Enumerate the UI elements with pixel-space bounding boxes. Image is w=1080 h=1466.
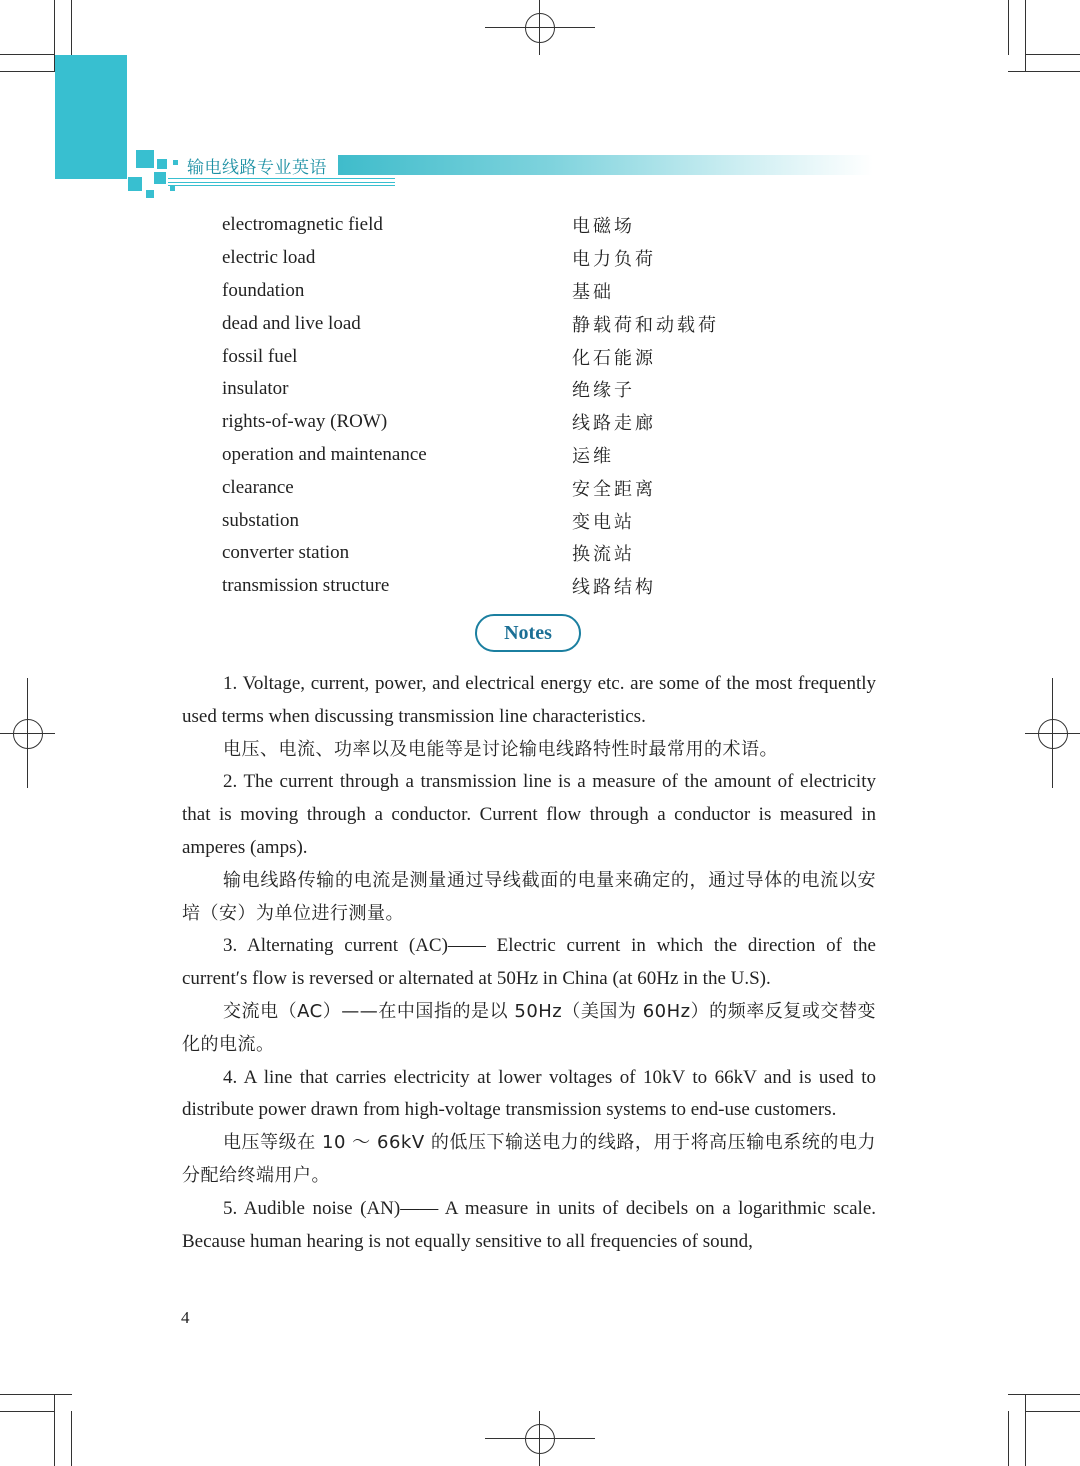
header-pixel-square <box>146 190 154 198</box>
vocab-term-en: transmission structure <box>222 575 390 597</box>
vocab-term-cn: 静载荷和动载荷 <box>572 314 719 336</box>
vocab-row <box>222 209 822 242</box>
vocab-term-cn: 线路走廊 <box>572 413 656 435</box>
note-paragraph-cn: 电压、电流、功率以及电能等是讨论输电线路特性时最常用的术语。 <box>223 738 778 760</box>
vocab-term-cn: 绝缘子 <box>572 380 635 402</box>
vocab-term-en: fossil fuel <box>222 345 298 367</box>
note-paragraph-cn: 交流电（AC）——在中国指的是以 50Hz（美国为 60Hz）的频率反复或交替变化的电流。 <box>182 1000 876 1055</box>
header-rule <box>168 178 395 179</box>
vocab-row <box>222 537 822 570</box>
vocab-term-en: operation and maintenance <box>222 443 427 465</box>
vocab-term-en: foundation <box>222 279 305 301</box>
vocab-term-en: rights-of-way (ROW) <box>222 411 388 433</box>
header-pixel-square <box>170 186 175 191</box>
note-paragraph-en: 4. A line that carries electricity at lower voltages of 10kV to 66kV and is used to distribute power drawn from high-voltage transmission systems to end-use customers. <box>182 1066 876 1121</box>
page-number: 4 <box>181 1308 190 1327</box>
vocab-term-en: clearance <box>222 476 294 498</box>
vocab-row <box>222 570 822 603</box>
vocab-term-en: converter station <box>222 542 350 564</box>
vocab-term-en: substation <box>222 509 300 531</box>
vocabulary-list <box>222 209 822 603</box>
header-gradient-bar <box>338 155 873 175</box>
vocab-row <box>222 471 822 504</box>
header-rule <box>168 185 395 186</box>
vocab-term-cn: 电力负荷 <box>572 249 656 271</box>
vocab-row <box>222 406 822 439</box>
header-rule <box>168 182 395 183</box>
header-pixel-square <box>173 160 178 165</box>
notes-body <box>182 668 876 1258</box>
vocab-row <box>222 373 822 406</box>
note-paragraph-cn: 电压等级在 10 ～ 66kV 的低压下输送电力的线路，用于将高压输电系统的电力分配给终端用户。 <box>182 1132 876 1186</box>
note-paragraph-en: 5. Audible noise (AN)—— A measure in units of decibels on a logarithmic scale. Because human hearing is not equally sensitive to all frequencies of sound, <box>182 1197 876 1252</box>
vocab-term-en: dead and live load <box>222 312 361 334</box>
header-color-block <box>55 55 127 179</box>
note-paragraph-en: 1. Voltage, current, power, and electrical energy etc. are some of the most frequently used terms when discussing transmission line characteristics. <box>182 673 876 727</box>
header-pixel-square <box>154 172 166 184</box>
note-paragraph-en: 2. The current through a transmission line is a measure of the amount of electricity that is moving through a conductor. Current flow through a conductor is measured in amperes (amps). <box>182 771 876 858</box>
vocab-row <box>222 504 822 537</box>
vocab-term-cn: 换流站 <box>572 544 635 566</box>
vocab-term-en: electric load <box>222 247 316 269</box>
vocab-row <box>222 275 822 308</box>
vocab-term-cn: 基础 <box>572 281 614 303</box>
notes-heading: Notes <box>475 614 581 652</box>
vocab-term-en: insulator <box>222 378 289 400</box>
vocab-term-cn: 化石能源 <box>572 347 656 369</box>
vocab-term-cn: 线路结构 <box>572 577 656 599</box>
vocab-row <box>222 439 822 472</box>
header-pixel-square <box>157 159 167 169</box>
note-paragraph-en: 3. Alternating current (AC)—— Electric current in which the direction of the current′s flow is reversed or alternated at 50Hz in China (at 60Hz in the U.S). <box>182 935 876 990</box>
vocab-term-en: electromagnetic field <box>222 214 383 236</box>
note-paragraph-cn: 输电线路传输的电流是测量通过导线截面的电量来确定的，通过导体的电流以安培（安）为单位进行测量。 <box>182 869 876 924</box>
vocab-term-cn: 变电站 <box>572 511 635 533</box>
header-title: 输电线路专业英语 <box>187 158 327 178</box>
header-pixel-square <box>128 177 142 191</box>
vocab-row <box>222 340 822 373</box>
vocab-term-cn: 运维 <box>572 445 614 467</box>
vocab-term-cn: 电磁场 <box>572 216 635 238</box>
header-pixel-square <box>136 150 154 168</box>
vocab-term-cn: 安全距离 <box>572 478 656 500</box>
vocab-row <box>222 242 822 275</box>
vocab-row <box>222 307 822 340</box>
